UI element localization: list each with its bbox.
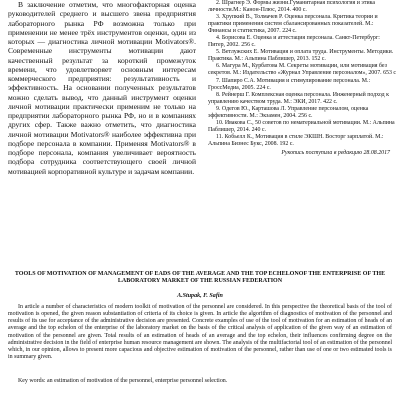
- keywords: Key words: an estimation of motivation of the personnel, enterprise personnel selection.: [18, 378, 228, 384]
- reference-item: 3. Хрупкий В., Толмачев Р. Оценка персонала. Критика теории и практики применения систем сбалансированных показателей. М.: Финансы и статистика, 2007. 224 с.: [208, 14, 378, 35]
- reference-item: 9. Одегов Ю., Карташова Л. Управление персоналом, оценка эффективности. М.: Экзамен, 2004. 256 с.: [208, 105, 369, 119]
- conclusion-paragraph: В заключение отметим, что многофакторная оценка руководителей среднего и высшего звена предприятия лабораторного рынка РФ возможна только при применении не менее трёх инструментов оценки, один из которых — диагностика личной мотивации Motivators®. Современные инструменты мотивации дают качественный результат за короткий промежуток времени, что удовлетворяет основным интересам коммерческого предприятия: результативность и эффективность. На основании полученных результатов можно сделать вывод, что данный инструмент оценки личной мотивации практически применим не только на предприятии лабораторного рынка РФ, но и в компаниях других сфер. Также важно отметить, что диагностика личной мотивации Motivators® наиболее эффективна при подборе персонала в компании. Применяя Motivators® в подборе персонала, компания увеличивает вероятность подбора сотрудника соответствующего своей личной мотивацией корпоративной культуре и задачам компании.: [8, 0, 196, 176]
- reference-item: 7. Шапиро С.А. Мотивация и стимулирование персонала. М.: ГроссМедиа, 2005. 224 с.: [208, 77, 371, 91]
- reference-item: 10. Ивакова С., 50 советов по нематериальной мотивации. М.: Альпина Паблишер, 2014. 240 с.: [208, 119, 395, 133]
- article-conclusion-column: [8, 0, 196, 176]
- reference-item: 4. Борисова Е. Оценка и аттестация персонала. Санкт-Петербург: Питер, 2002. 256 с.: [208, 35, 380, 49]
- english-title: TOOLS OF MOTIVATION OF MANAGEMENT OF EADS OF THE AVERAGE AND THE TOP ECHELONOF THE ENTERPRISE OF THE LABORATORY MARKET OF THE RUSSIAN FEDERATION: [14, 271, 386, 285]
- manuscript-received-note: Рукопись поступила в редакцию 28.08.2017: [281, 149, 390, 156]
- reference-item: 2. Шрагнер Э. Формы жизни.Гуманитарная психология и этика личности.М.: Канон-Плюс, 2014. 400 с.: [208, 0, 375, 14]
- reference-item: 8. Рейнерш Г. Комплексная оценка персонала. Инженерный подход к управлению качеством труда. М.: ЭКИ, 2017. 422 с.: [208, 91, 389, 105]
- references-column: [208, 0, 396, 163]
- reference-item: 11. Кобьелл К., Мотивация в стиле ЭКШН. Восторг зарплатой. М.: Альпина Бизнес Букс, 2008. 192 с.: [208, 133, 384, 147]
- reference-item: 5. Ветлужских Е. Мотивация и оплата труда. Инструменты. Методики. Практика. М.: Альпина Паблишер, 2013. 152 с.: [208, 49, 394, 63]
- reference-item: 6. Магура М., Курбатова М. Секреты мотивации, или мотивация без секретов. М.: Издательство «Журнал Управление персоналом», 2007. 653 с: [208, 63, 397, 77]
- authors: A.Stupak, F. Safin: [177, 293, 223, 299]
- abstract: In article a number of characteristics of modern toolkit of motivation of the personnel are considered. In this perspective the theoretical basis of the tool of motivation is opened, the given reason substantiation of criteria of its choice is given. In article the algorithm of diagnostics of motivation of the personnel and results of its use for acceptance of the administrative decision are presented. Concrete examples of use of the tool of motivation for an estimation of heads of an average and the top echelon of the enterprise of the laboratory market on the basis of the critical analysis of application of the given way of an estimation of motivation of the personnel are given. Total results of an estimation of heads of an average and the top echelon, their influences confirming degree on the administrative decision in the field of enterprise human resource management are shown. The analysis of the multifactorial tool of an estimation of the personnel which, in our opinion, allows to present more capacious and objective estimation of motivation of the personnel, rather than use of one or two estimated tools is in summary given.: [8, 304, 392, 361]
- two-column-section: [8, 0, 396, 258]
